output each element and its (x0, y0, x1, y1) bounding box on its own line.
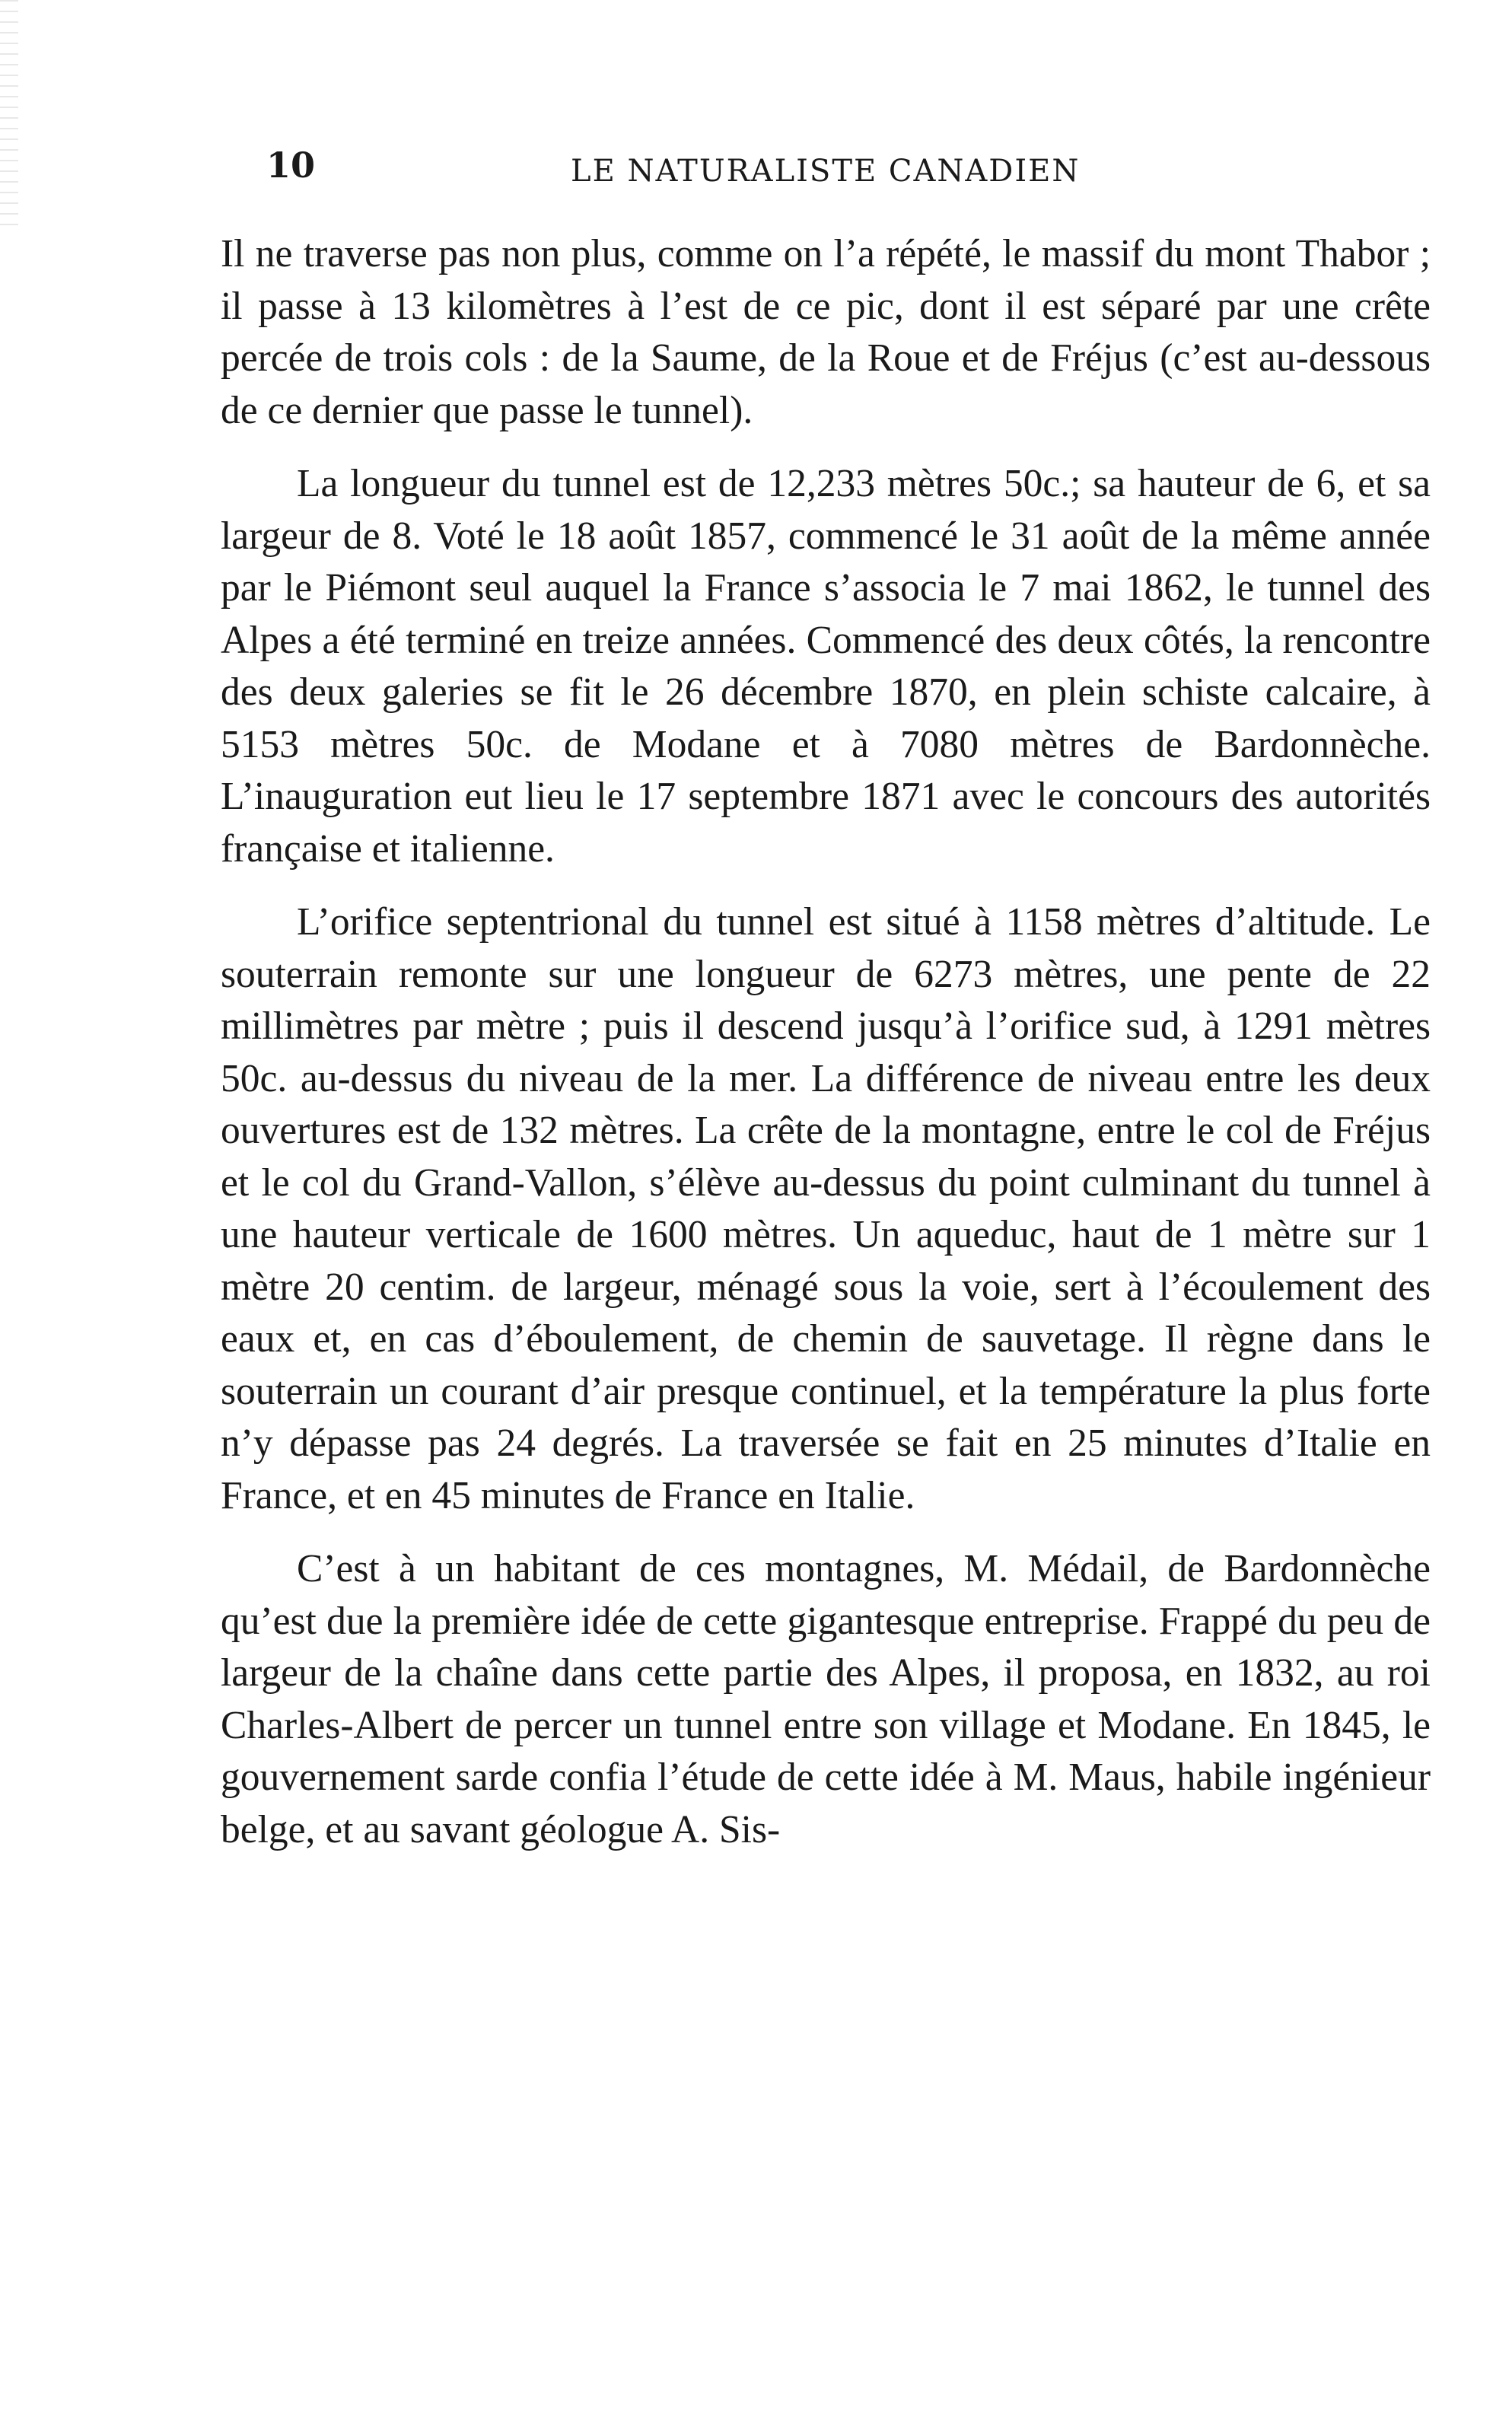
page-number: 10 (266, 145, 316, 186)
paragraph-3: L’orifice septentrional du tunnel est situé à 1158 mètres d’altitude. Le souterrain remonte sur une longueur de 6273 mètres, une pente de 22 millimètres par mètre ; puis il descend jusqu’à l’orifice sud, à 1291 mètres 50c. au-dessus du niveau de la mer. La différence de niveau entre les deux ouvertures est de 132 mètres. La crête de la montagne, entre le col de Fréjus et le col du Grand-Vallon, s’élève au-dessus du point culminant du tunnel à une hauteur verticale de 1600 mètres. Un aqueduc, haut de 1 mètre sur 1 mètre 20 centim. de largeur, ménagé sous la voie, sert à l’écoulement des eaux et, en cas d’éboulement, de chemin de sauvetage. Il règne dans le souterrain un courant d’air presque continuel, et la température la plus forte n’y dépasse pas 24 degrés. La traversée se fait en 25 minutes d’Italie en France, et en 45 minutes de France en Italie. (221, 900, 1431, 1517)
page-header (266, 145, 1431, 198)
paragraph-1: Il ne traverse pas non plus, comme on l’a répété, le massif du mont Thabor ; il passe à 13 kilomètres à l’est de ce pic, dont il est séparé par une crête percée de trois cols : de la Saume, de la Roue et de Fréjus (c’est au-dessous de ce dernier que passe le tunnel). (221, 232, 1431, 432)
paragraph-4: C’est à un habitant de ces montagnes, M. Médail, de Bardonnèche qu’est due la première idée de cette gigantesque entreprise. Frappé du peu de largeur de la chaîne dans cette partie des Alpes, il proposa, en 1832, au roi Charles-Albert de percer un tunnel entre son village et Modane. En 1845, le gouvernement sarde confia l’étude de cette idée à M. Maus, habile ingénieur belge, et au savant géologue A. Sis- (221, 1547, 1431, 1851)
running-title: LE NATURALISTE CANADIEN (571, 154, 1081, 189)
paragraph-2: La longueur du tunnel est de 12,233 mètres 50c.; sa hauteur de 6, et sa largeur de 8. Voté le 18 août 1857, commencé le 31 août de la même année par le Piémont seul auquel la France s’associa le 7 mai 1862, le tunnel des Alpes a été terminé en treize années. Commencé des deux côtés, la rencontre des deux galeries se fit le 26 décembre 1870, en plein schiste calcaire, à 5153 mètres 50c. de Modane et à 7080 mètres de Bardonnèche. L’inauguration eut lieu le 17 septembre 1871 avec le concours des autorités française et italienne. (221, 462, 1431, 871)
page-edge-marks (0, 0, 18, 228)
body-text (221, 228, 1431, 1877)
